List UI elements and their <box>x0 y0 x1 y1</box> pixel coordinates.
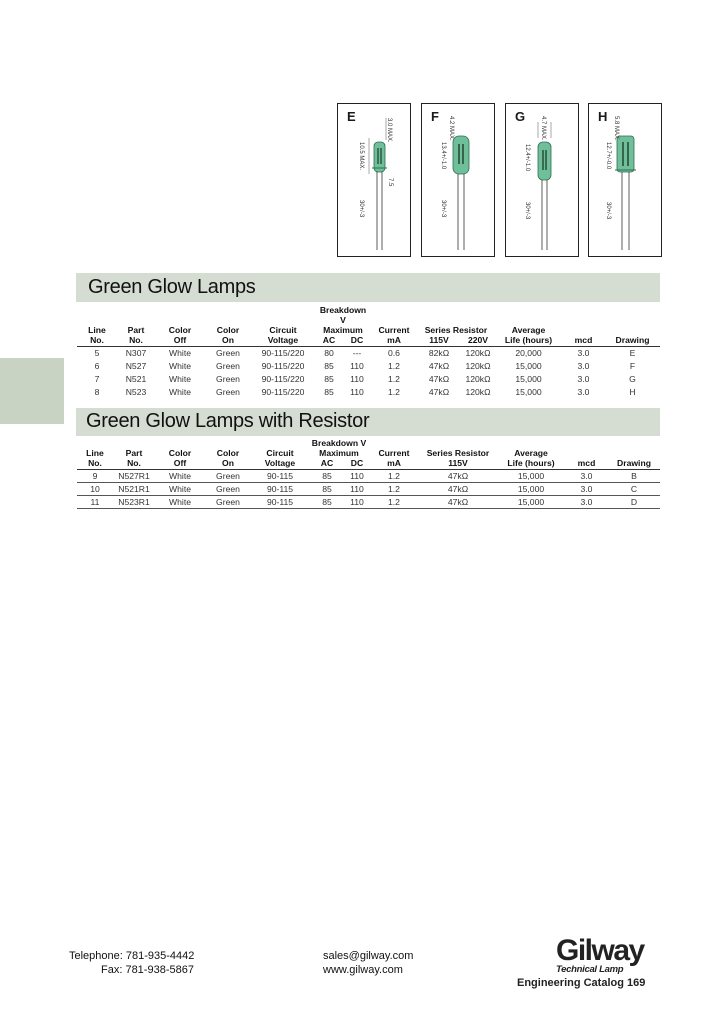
table-cell: Green <box>216 374 240 384</box>
table-cell: White <box>155 483 205 496</box>
table-cell: 20,000 <box>515 348 542 358</box>
table-cell: White <box>169 361 191 371</box>
table-cell: N521 <box>125 374 147 384</box>
col-header: Circuit <box>266 448 294 458</box>
col-header: Part <box>125 448 143 458</box>
table-cell: 85 <box>324 374 334 384</box>
section-header-green-glow-lamps-with-resistor <box>76 408 660 436</box>
lamp-f-figure <box>422 104 494 256</box>
table-cell: C <box>608 483 660 496</box>
col-header: mcd <box>562 335 605 347</box>
section-title: Green Glow Lamps with Resistor <box>86 410 370 432</box>
table-cell: 110 <box>345 470 369 483</box>
table-cell: N523 <box>125 387 147 397</box>
col-header: Color <box>216 448 240 458</box>
table-cell: 3.0 <box>577 387 590 397</box>
col-header: Current <box>378 448 410 458</box>
table-cell: 1.2 <box>369 496 419 509</box>
col-header: No. <box>77 458 113 470</box>
col-header: Drawing <box>608 458 660 470</box>
catalog-page-label: Engineering Catalog 169 <box>517 977 646 989</box>
col-header: Voltage <box>251 458 309 470</box>
col-header: AC <box>315 335 343 347</box>
table-cell: 15,000 <box>497 470 565 483</box>
drawing-f <box>421 103 495 257</box>
col-header: DC <box>343 335 371 347</box>
table-cell: 1.2 <box>388 387 400 397</box>
drawing-g <box>505 103 579 257</box>
col-header: No. <box>117 335 155 347</box>
col-header: Part <box>127 325 145 335</box>
dim-label: 30+/-3 <box>440 200 446 218</box>
table-cell: 120kΩ <box>465 374 491 384</box>
col-header: Line <box>86 448 104 458</box>
table-cell: 47kΩ <box>428 374 450 384</box>
table-row <box>77 483 660 496</box>
col-header: Life (hours) <box>497 458 565 470</box>
telephone-text: Telephone: 781-935-4442 <box>69 950 195 962</box>
table-cell: 1.2 <box>388 361 400 371</box>
table-cell: 1.2 <box>388 374 400 384</box>
table-row <box>77 496 660 509</box>
col-header: On <box>205 335 251 347</box>
table-cell: Green <box>216 387 240 397</box>
col-header: Line <box>88 325 106 335</box>
lamp-h-figure <box>589 104 661 256</box>
table-cell: 85 <box>309 483 345 496</box>
col-header: Color <box>168 448 192 458</box>
col-header: mcd <box>565 458 608 470</box>
table-cell: 90-115/220 <box>261 361 305 371</box>
website-link[interactable]: www.gilway.com <box>323 964 403 976</box>
table-cell: 3.0 <box>577 374 590 384</box>
table-cell: 90-115/220 <box>261 374 305 384</box>
col-header: mA <box>369 458 419 470</box>
logo-tagline: Technical Lamp <box>556 964 624 975</box>
dim-label: 3.0 MAX. <box>386 118 392 143</box>
table-cell: 11 <box>77 496 113 509</box>
table-cell: 120kΩ <box>465 348 491 358</box>
dim-label: 10.5 MAX. <box>358 142 364 171</box>
lamp-e-figure <box>338 104 410 256</box>
table-cell: Green <box>205 483 251 496</box>
dim-label: 30+/-3 <box>605 202 611 220</box>
table-cell: 15,000 <box>515 361 542 371</box>
table-row <box>77 360 660 373</box>
table-cell: 3.0 <box>577 348 590 358</box>
col-header: Average <box>514 448 548 458</box>
table-cell: 85 <box>309 470 345 483</box>
col-header: DC <box>345 458 369 470</box>
col-header: Maximum <box>323 325 363 335</box>
table-cell: 90-115 <box>251 483 309 496</box>
table-row <box>77 373 660 386</box>
table-cell: --- <box>352 348 362 358</box>
drawing-h <box>588 103 662 257</box>
table-cell: White <box>169 348 191 358</box>
table-cell: 6 <box>94 361 100 371</box>
drawing-letter: H <box>598 109 608 124</box>
col-header-breakdown: Breakdown V <box>319 305 367 325</box>
col-header: Drawing <box>605 335 660 347</box>
table-cell: 15,000 <box>515 374 542 384</box>
col-header: On <box>205 458 251 470</box>
table-cell: 47kΩ <box>419 470 497 483</box>
table-cell: 7 <box>94 374 100 384</box>
table-cell: 15,000 <box>497 483 565 496</box>
col-header: 115V <box>419 458 497 470</box>
col-header: Color <box>216 325 240 335</box>
table-cell: 47kΩ <box>428 361 450 371</box>
col-header: Off <box>155 335 205 347</box>
table-cell: 85 <box>324 361 334 371</box>
table-cell: 3.0 <box>577 361 590 371</box>
table-cell: 5 <box>94 348 100 358</box>
drawing-letter: G <box>515 109 526 124</box>
col-header: No. <box>113 458 155 470</box>
table-cell: N307 <box>125 348 147 358</box>
table-cell: 85 <box>324 387 334 397</box>
side-tab <box>0 358 64 424</box>
table-cell: N527 <box>125 361 147 371</box>
dim-label: 5.8 MAX. <box>613 116 619 141</box>
table-cell: G <box>629 374 636 384</box>
col-header: Series Resistor <box>426 448 490 458</box>
table-cell: 80 <box>324 348 334 358</box>
table-cell: H <box>629 387 636 397</box>
col-header: Voltage <box>251 335 315 347</box>
col-header: Current <box>378 325 410 335</box>
table-cell: 3.0 <box>565 470 608 483</box>
dim-label: 4.2 MAX. <box>448 116 454 141</box>
col-header: Series Resistor <box>424 325 488 335</box>
dim-label: 4.7 MAX. <box>540 116 546 141</box>
table-cell: D <box>608 496 660 509</box>
col-header: Average <box>511 325 546 335</box>
green-glow-lamps-table <box>77 305 660 399</box>
col-header: Maximum <box>319 448 359 458</box>
dim-label: 13.4+/-1.0 <box>440 142 446 170</box>
table-cell: 90-115 <box>251 470 309 483</box>
table-cell: 9 <box>77 470 113 483</box>
col-header-breakdown: Breakdown V <box>311 438 367 448</box>
section-header-green-glow-lamps <box>76 273 660 302</box>
table-cell: Green <box>205 470 251 483</box>
table-cell: N521R1 <box>113 483 155 496</box>
table-cell: 120kΩ <box>465 387 491 397</box>
col-header: Circuit <box>269 325 297 335</box>
table-cell: 90-115/220 <box>261 387 305 397</box>
col-header: No. <box>77 335 117 347</box>
table-cell: 47kΩ <box>419 483 497 496</box>
email-link[interactable]: sales@gilway.com <box>323 950 414 962</box>
dim-label: 12.4+/-1.0 <box>524 144 530 172</box>
table-cell: 110 <box>345 483 369 496</box>
col-header: AC <box>309 458 345 470</box>
table-cell: Green <box>216 361 240 371</box>
table-cell: 47kΩ <box>428 387 450 397</box>
table-cell: 0.6 <box>388 348 400 358</box>
table-cell: 120kΩ <box>465 361 491 371</box>
col-header: 220V <box>461 335 495 347</box>
dim-label: 30+/-3 <box>524 202 530 220</box>
table-cell: White <box>169 374 191 384</box>
table-cell: 3.0 <box>565 496 608 509</box>
table-cell: 90-115 <box>251 496 309 509</box>
table-cell: White <box>155 470 205 483</box>
table-cell: N527R1 <box>113 470 155 483</box>
col-header: Color <box>168 325 192 335</box>
table-cell: F <box>629 361 636 371</box>
table-cell: 15,000 <box>515 387 542 397</box>
table-cell: B <box>608 470 660 483</box>
col-header: Off <box>155 458 205 470</box>
table-cell: 110 <box>345 496 369 509</box>
table-cell: N523R1 <box>113 496 155 509</box>
green-glow-lamps-with-resistor-table <box>77 438 660 509</box>
dim-label: 12.7+/-0.0 <box>605 142 611 170</box>
table-cell: 110 <box>350 387 364 397</box>
table-cell: 47kΩ <box>419 496 497 509</box>
table-cell: 90-115/220 <box>261 348 305 358</box>
lamp-g-figure <box>506 104 578 256</box>
table-cell: White <box>169 387 191 397</box>
table-cell: 85 <box>309 496 345 509</box>
drawing-e <box>337 103 411 257</box>
table-row <box>77 386 660 399</box>
table-cell: 15,000 <box>497 496 565 509</box>
table-cell: E <box>629 348 636 358</box>
drawing-letter: F <box>431 109 439 124</box>
table-cell: Green <box>216 348 240 358</box>
table-cell: 110 <box>350 361 364 371</box>
table-cell: 1.2 <box>369 470 419 483</box>
table-cell: 8 <box>94 387 100 397</box>
col-header: mA <box>371 335 417 347</box>
fax-text: Fax: 781-938-5867 <box>101 964 194 976</box>
gilway-logo: Gilway <box>556 934 644 967</box>
section-title: Green Glow Lamps <box>88 276 256 298</box>
table-cell: Green <box>205 496 251 509</box>
table-cell: 3.0 <box>565 483 608 496</box>
col-header: Life (hours) <box>495 335 562 347</box>
table-row <box>77 470 660 483</box>
col-header: 115V <box>417 335 461 347</box>
table-cell: 1.2 <box>369 483 419 496</box>
table-cell: White <box>155 496 205 509</box>
drawing-letter: E <box>347 109 356 124</box>
table-row <box>77 347 660 361</box>
dim-label: 7.5 <box>387 178 393 187</box>
dim-label: 30+/-3 <box>358 200 364 218</box>
table-cell: 10 <box>77 483 113 496</box>
table-cell: 110 <box>350 374 364 384</box>
table-cell: 82kΩ <box>428 348 450 358</box>
